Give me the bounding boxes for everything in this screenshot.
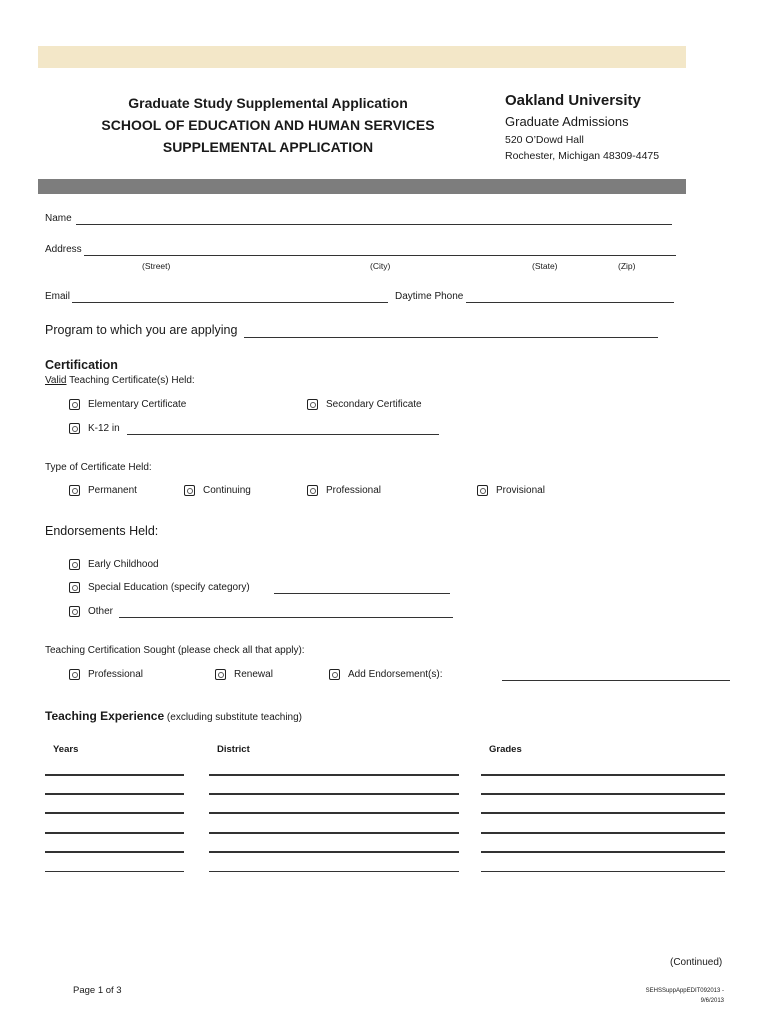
valid-word: Valid	[45, 375, 67, 386]
street-caption: (Street)	[142, 261, 171, 271]
experience-grades-line[interactable]	[481, 832, 725, 834]
experience-years-line[interactable]	[45, 871, 184, 872]
certificate-type-label: Type of Certificate Held:	[45, 462, 152, 473]
top-accent-bar	[38, 46, 686, 68]
address-label: Address	[45, 244, 82, 255]
professional-cert-label: Professional	[326, 485, 382, 496]
experience-district-line[interactable]	[209, 774, 459, 776]
district-column-header: District	[217, 744, 250, 755]
other-endorsement-field[interactable]	[119, 617, 453, 618]
page-number: Page 1 of 3	[73, 985, 122, 996]
grades-column-header: Grades	[489, 744, 522, 755]
experience-district-line[interactable]	[209, 812, 459, 814]
secondary-checkbox[interactable]	[307, 399, 318, 410]
experience-district-line[interactable]	[209, 871, 459, 872]
email-label: Email	[45, 291, 71, 302]
experience-grades-line[interactable]	[481, 871, 725, 872]
add-endorsement-label: Add Endorsement(s):	[348, 669, 443, 680]
renewal-label: Renewal	[234, 669, 273, 680]
form-title-block	[72, 92, 464, 158]
experience-district-line[interactable]	[209, 851, 459, 853]
experience-grades-line[interactable]	[481, 812, 725, 814]
program-label: Program to which you are applying	[45, 323, 238, 337]
form-code	[600, 986, 724, 1006]
experience-grades-line[interactable]	[481, 793, 725, 795]
k12-checkbox[interactable]	[69, 423, 80, 434]
experience-years-line[interactable]	[45, 812, 184, 814]
form-code-line-2: 9/6/2013	[700, 998, 724, 1004]
zip-caption: (Zip)	[618, 261, 636, 271]
experience-grades-line[interactable]	[481, 774, 725, 776]
endorsements-heading: Endorsements Held:	[45, 524, 159, 538]
certificates-held-text: Teaching Certificate(s) Held:	[66, 375, 195, 386]
phone-field[interactable]	[466, 302, 674, 303]
email-field[interactable]	[72, 302, 388, 303]
form-code-line-1: SEHSSuppAppEDIT092013 -	[645, 988, 724, 994]
experience-years-line[interactable]	[45, 774, 184, 776]
state-caption: (State)	[532, 261, 558, 271]
sought-professional-checkbox[interactable]	[69, 669, 80, 680]
experience-grades-line[interactable]	[481, 851, 725, 853]
permanent-checkbox[interactable]	[69, 485, 80, 496]
school-name: SCHOOL OF EDUCATION AND HUMAN SERVICES	[101, 117, 435, 133]
teaching-experience-title: Teaching Experience	[45, 709, 165, 723]
name-field[interactable]	[76, 224, 672, 225]
name-label: Name	[45, 213, 72, 224]
address-field[interactable]	[84, 255, 676, 256]
other-endorsement-checkbox[interactable]	[69, 606, 80, 617]
permanent-label: Permanent	[88, 485, 137, 496]
form-subtitle: SUPPLEMENTAL APPLICATION	[162, 139, 374, 155]
continuing-checkbox[interactable]	[184, 485, 195, 496]
k12-label: K-12 in	[88, 423, 120, 434]
certification-heading: Certification	[45, 358, 118, 372]
elementary-checkbox[interactable]	[69, 399, 80, 410]
teaching-experience-heading	[45, 709, 302, 723]
experience-district-line[interactable]	[209, 832, 459, 834]
special-ed-label: Special Education (specify category)	[88, 582, 250, 593]
other-endorsement-label: Other	[88, 606, 114, 617]
experience-years-line[interactable]	[45, 851, 184, 853]
teaching-experience-note: (excluding substitute teaching)	[164, 712, 303, 723]
professional-cert-checkbox[interactable]	[307, 485, 318, 496]
department-name: Graduate Admissions	[505, 114, 629, 129]
early-childhood-label: Early Childhood	[88, 559, 159, 570]
certificates-held-label	[45, 375, 195, 386]
special-ed-checkbox[interactable]	[69, 582, 80, 593]
continuing-label: Continuing	[203, 485, 251, 496]
section-divider-bar	[38, 179, 686, 194]
early-childhood-checkbox[interactable]	[69, 559, 80, 570]
provisional-checkbox[interactable]	[477, 485, 488, 496]
years-column-header: Years	[53, 744, 79, 755]
form-title: Graduate Study Supplemental Application	[128, 95, 408, 111]
provisional-label: Provisional	[496, 485, 545, 496]
sought-professional-label: Professional	[88, 669, 144, 680]
add-endorsement-field[interactable]	[502, 680, 730, 681]
add-endorsement-checkbox[interactable]	[329, 669, 340, 680]
elementary-label: Elementary Certificate	[88, 399, 187, 410]
university-name: Oakland University	[505, 92, 641, 109]
experience-district-line[interactable]	[209, 793, 459, 795]
phone-label: Daytime Phone	[395, 291, 464, 302]
secondary-label: Secondary Certificate	[326, 399, 422, 410]
program-field[interactable]	[244, 337, 658, 338]
renewal-checkbox[interactable]	[215, 669, 226, 680]
address-line-2: Rochester, Michigan 48309-4475	[505, 150, 660, 162]
certification-sought-label: Teaching Certification Sought (please check all that apply):	[45, 645, 305, 656]
city-caption: (City)	[370, 261, 391, 271]
special-ed-field[interactable]	[274, 593, 450, 594]
k12-field[interactable]	[127, 434, 439, 435]
continued-note: (Continued)	[670, 957, 723, 968]
address-line-1: 520 O’Dowd Hall	[505, 134, 584, 146]
experience-years-line[interactable]	[45, 832, 184, 834]
experience-years-line[interactable]	[45, 793, 184, 795]
